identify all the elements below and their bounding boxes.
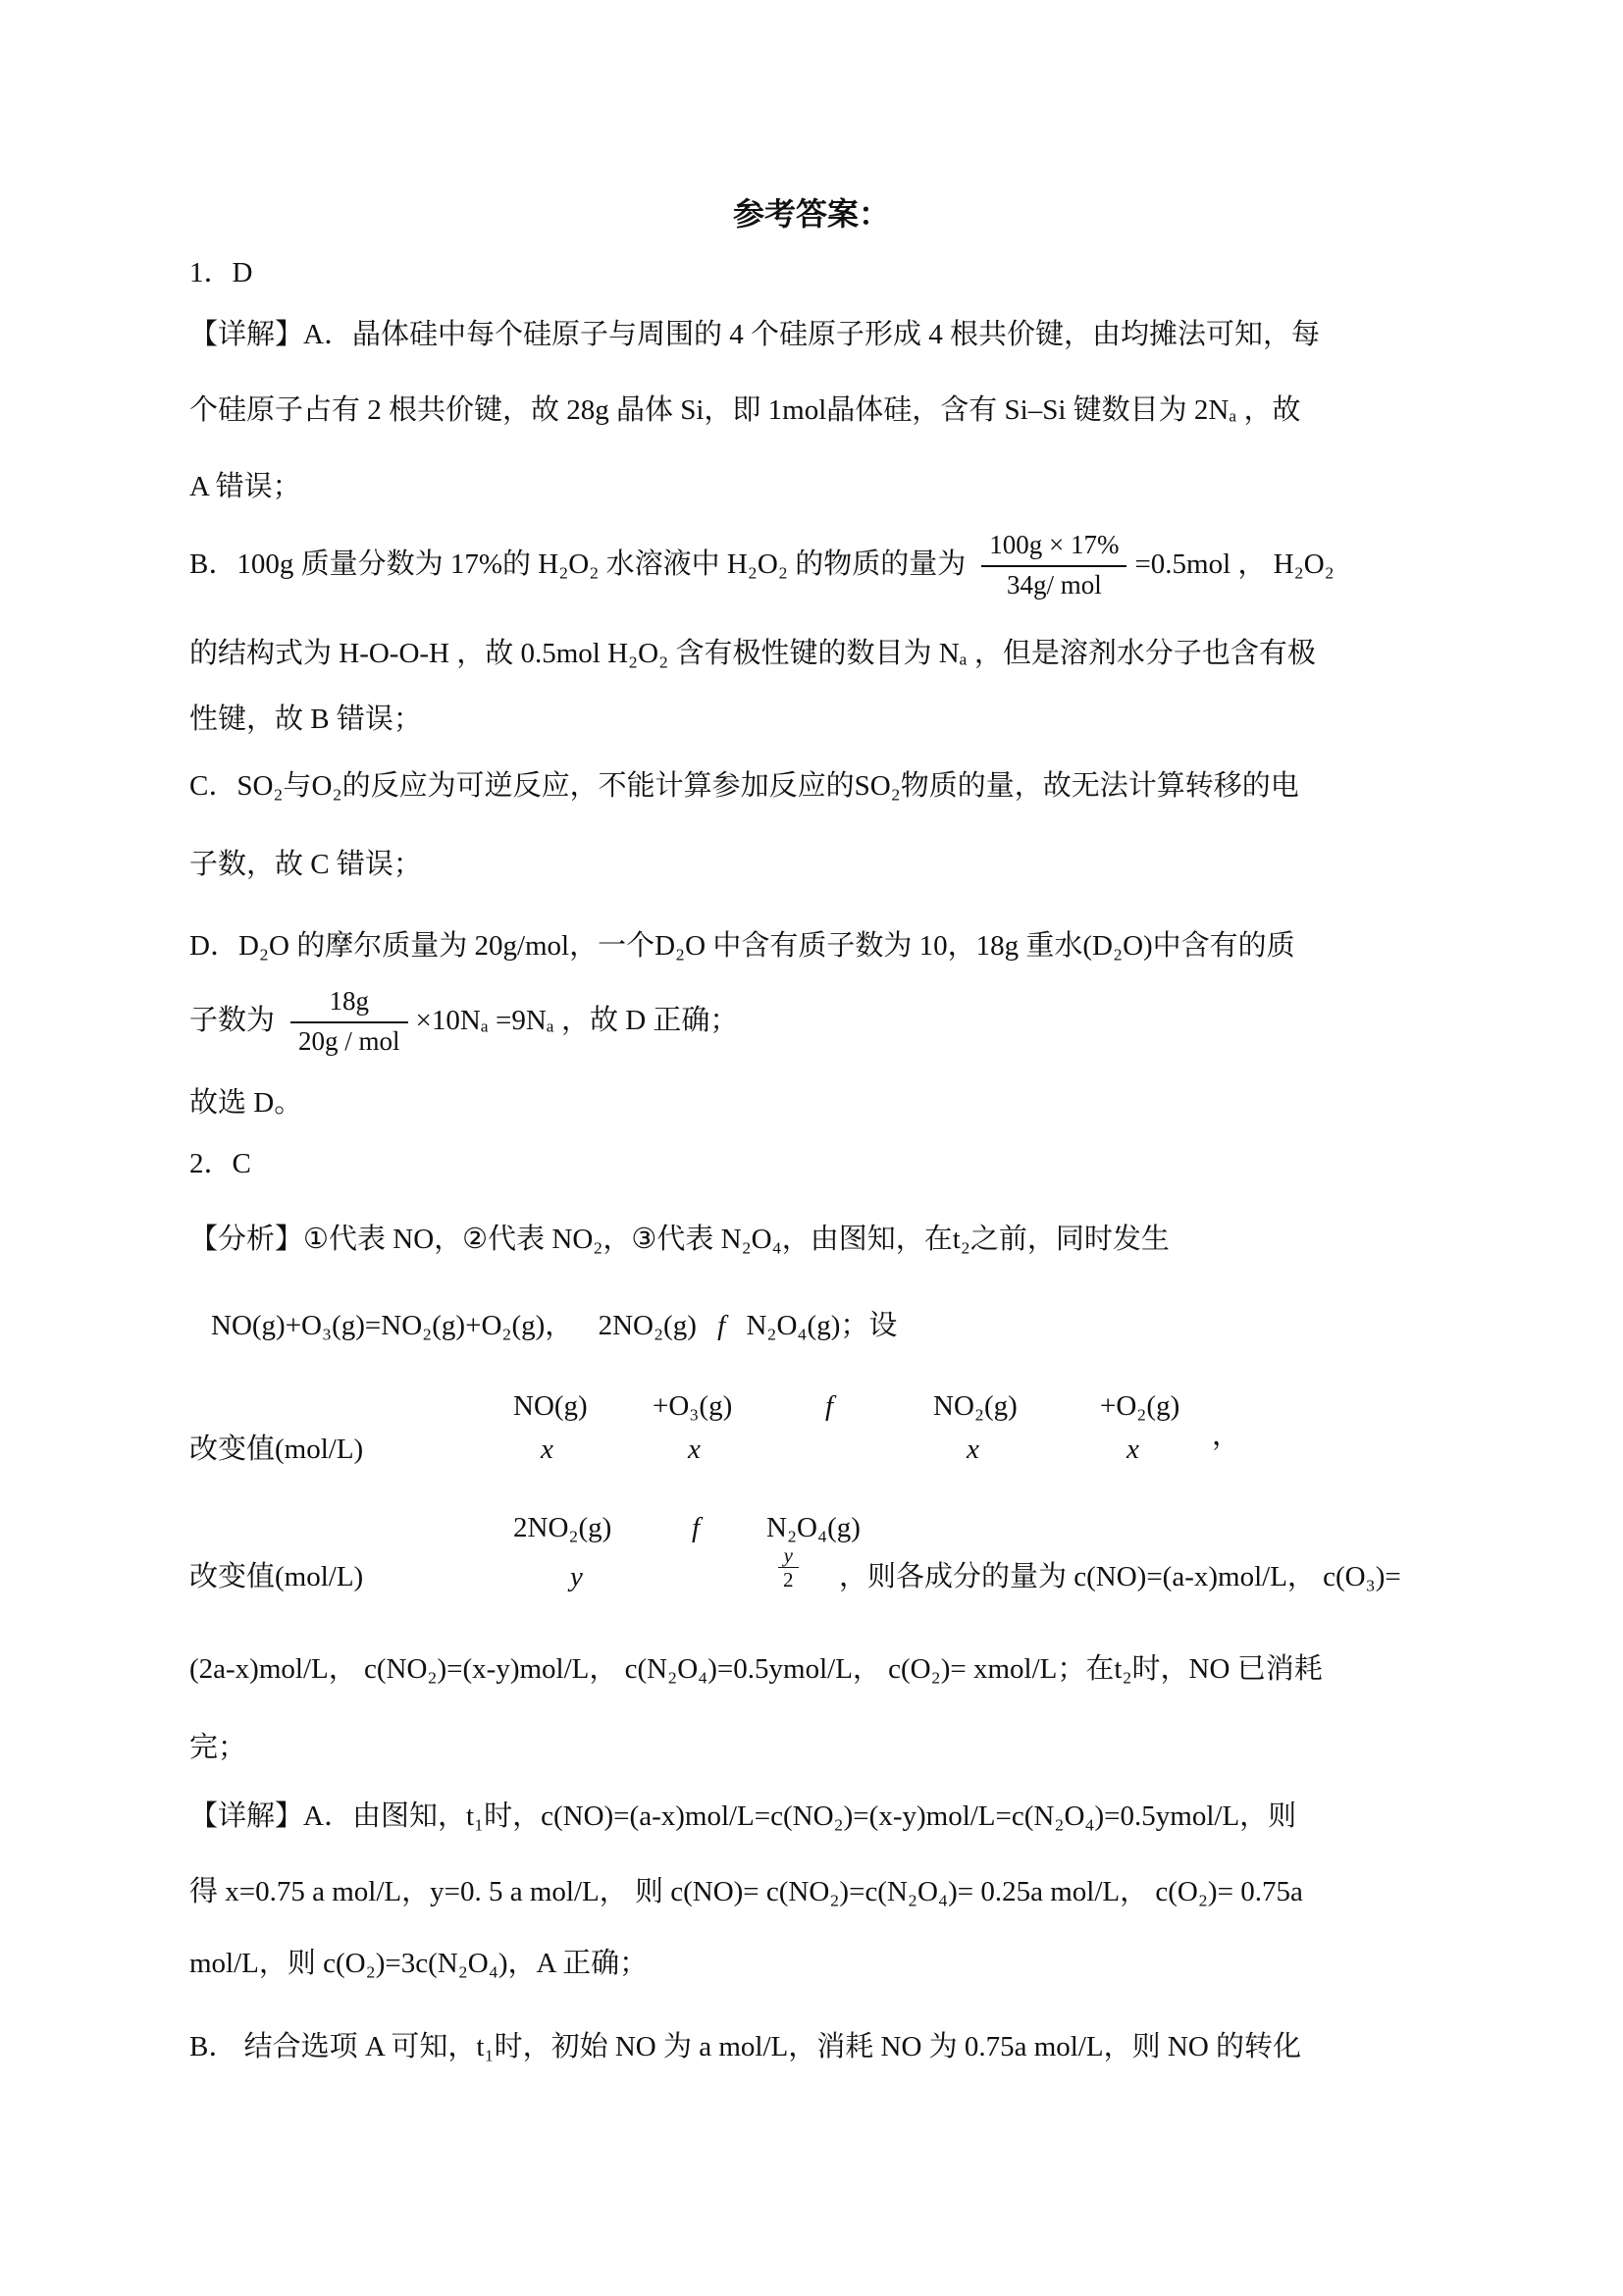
species-cell: +O₂(g)	[1100, 1390, 1180, 1422]
fraction-denominator: 34g/ mol	[1006, 569, 1102, 600]
species-cell: N₂O₄(g)	[766, 1512, 861, 1543]
q2-analysis-line: 【分析】①代表 NO，②代表 NO₂，③代表 N₂O₄，由图知，在t₂之前，同时发生	[189, 1224, 1170, 1255]
q1-option-d-formula-line	[189, 979, 1465, 1062]
q2-analysis-line: 完；	[189, 1732, 247, 1763]
fraction-numerator: y	[778, 1544, 799, 1568]
q1-detail-line: A 错误；	[189, 471, 301, 502]
half-y-fraction	[778, 1544, 799, 1591]
q1-detail-line: C．SO₂与O₂的反应为可逆反应，不能计算参加反应的SO₂物质的量，故无法计算转移的电	[189, 770, 1299, 802]
q1-answer-number: 1．D	[189, 257, 253, 288]
species-cell: NO₂(g)	[933, 1390, 1018, 1422]
q1-option-b-formula-line	[189, 523, 1465, 605]
table2-trailing-text: ，则各成分的量为 c(NO)=(a-x)mol/L， c(O₃)=	[839, 1561, 1401, 1592]
q1-d-text-post: ×10Nₐ =9Nₐ ，故 D 正确；	[415, 1005, 739, 1036]
q2-detail-line: mol/L，则 c(O₂)=3c(N₂O₄)，A 正确；	[189, 1948, 649, 1979]
equation-1: NO(g)+O₃(g)=NO₂(g)+O₂(g)，	[211, 1310, 574, 1341]
q1-d-text-pre: 子数为	[189, 1005, 276, 1036]
q1-detail-line: 子数，故 C 错误；	[189, 849, 422, 880]
q2-detail-line: 【详解】A．由图知，t₁时，c(NO)=(a-x)mol/L=c(NO₂)=(x-y)mol/L=c(N₂O₄)=0.5ymol/L，则	[189, 1800, 1297, 1832]
change-value-fraction	[778, 1544, 799, 1591]
page-title: 参考答案：	[732, 196, 890, 232]
fraction-denominator: 2	[783, 1568, 794, 1592]
equation-2-right: N₂O₄(g)；设	[746, 1310, 898, 1341]
q1-b-text-post: =0.5mol ， H₂O₂	[1134, 548, 1335, 580]
equation-2-left: 2NO₂(g)	[598, 1310, 697, 1341]
change-value: y	[570, 1561, 583, 1592]
equilibrium-arrow: f	[692, 1512, 701, 1543]
change-value: x	[967, 1434, 979, 1465]
change-row-label: 改变值(mol/L)	[189, 1434, 364, 1465]
q1-detail-line: 个硅原子占有 2 根共价键，故 28g 晶体 Si，即 1mol晶体硅，含有 Si–Si 键数目为 2Nₐ ，故	[189, 394, 1301, 426]
change-value: x	[688, 1434, 701, 1465]
fraction-numerator: 100g × 17%	[981, 528, 1126, 566]
q1-detail-line: 【详解】A．晶体硅中每个硅原子与周围的 4 个硅原子形成 4 根共价键，由均摊法可知，每	[189, 319, 1320, 350]
q1-d-fraction	[290, 984, 408, 1056]
q1-b-fraction	[981, 528, 1126, 600]
equilibrium-arrow: f	[717, 1310, 726, 1341]
q2-reaction-equations-line	[211, 1305, 1487, 1346]
q2-analysis-line: (2a-x)mol/L， c(NO₂)=(x-y)mol/L， c(N₂O₄)=0.5ymol/L， c(O₂)= xmol/L；在t₂时，NO 已消耗	[189, 1653, 1323, 1685]
q2-detail-line: B． 结合选项 A 可知，t₁时，初始 NO 为 a mol/L，消耗 NO 为 0.75a mol/L，则 NO 的转化	[189, 2031, 1302, 2062]
species-cell: +O₃(g)	[653, 1390, 733, 1422]
species-cell: 2NO₂(g)	[513, 1512, 612, 1543]
change-value: x	[541, 1434, 553, 1465]
fraction-denominator: 20g / mol	[298, 1025, 400, 1056]
fraction-numerator: 18g	[290, 984, 408, 1022]
change-row-label: 改变值(mol/L)	[189, 1561, 364, 1592]
q1-detail-line: 性键，故 B 错误；	[189, 704, 422, 735]
species-cell: NO(g)	[513, 1390, 588, 1422]
q2-answer-number: 2．C	[189, 1148, 251, 1179]
q1-detail-line: 的结构式为 H-O-O-H ，故 0.5mol H₂O₂ 含有极性键的数目为 Nₐ ，但是溶剂水分子也含有极	[189, 638, 1316, 669]
q1-b-text-pre: B．100g 质量分数为 17%的 H₂O₂ 水溶液中 H₂O₂ 的物质的量为	[189, 548, 967, 580]
q2-detail-line: 得 x=0.75 a mol/L，y=0. 5 a mol/L， 则 c(NO)= c(NO₂)=c(N₂O₄)= 0.25a mol/L， c(O₂)= 0.75a	[189, 1876, 1303, 1907]
row-trailing-comma: ，	[1212, 1420, 1241, 1451]
equilibrium-arrow: f	[825, 1390, 834, 1422]
q1-detail-line: D．D₂O 的摩尔质量为 20g/mol，一个D₂O 中含有质子数为 10，18g 重水(D₂O)中含有的质	[189, 930, 1295, 962]
q1-conclusion: 故选 D。	[189, 1087, 303, 1119]
change-value: x	[1126, 1434, 1139, 1465]
